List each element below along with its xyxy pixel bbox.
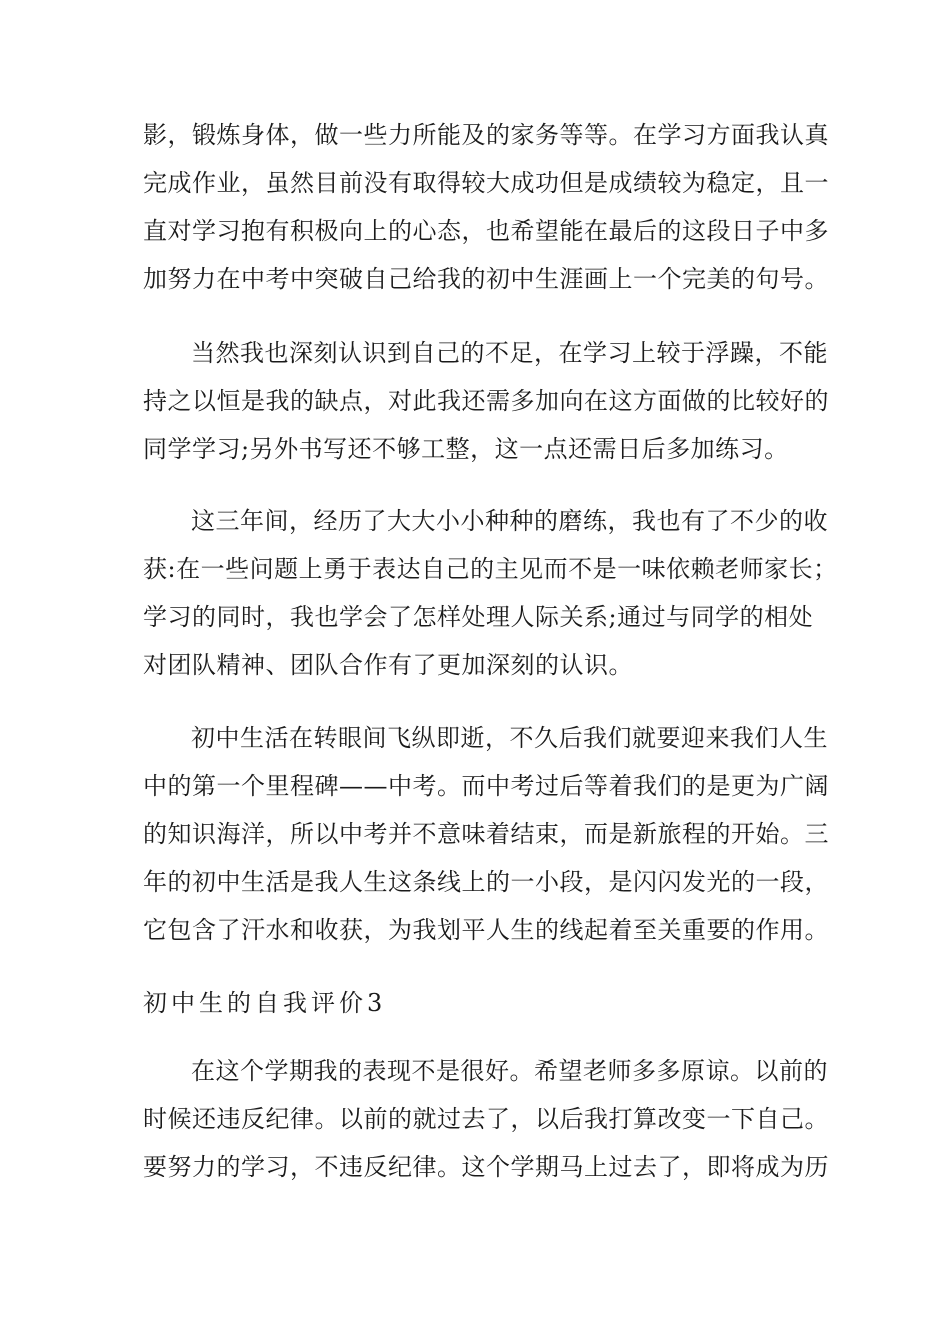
paragraph-line: 时候还违反纪律。以前的就过去了，以后我打算改变一下自己。 (143, 1105, 829, 1133)
paragraph-line: 当然我也深刻认识到自己的不足，在学习上较于浮躁，不能 (191, 339, 828, 367)
paragraph-line: 中的第一个里程碑——中考。而中考过后等着我们的是更为广阔 (143, 772, 829, 800)
paragraph-line: 加努力在中考中突破自己给我的初中生涯画上一个完美的句号。 (143, 265, 829, 293)
paragraph-line: 这三年间，经历了大大小小种种的磨练，我也有了不少的收 (191, 507, 828, 535)
paragraph-line: 年的初中生活是我人生这条线上的一小段，是闪闪发光的一段， (143, 868, 829, 896)
paragraph-line: 对团队精神、团队合作有了更加深刻的认识。 (143, 651, 633, 679)
paragraph-line: 持之以恒是我的缺点，对此我还需多加向在这方面做的比较好的 (143, 387, 829, 415)
paragraph-line: 获:在一些问题上勇于表达自己的主见而不是一味依赖老师家长； (143, 555, 838, 583)
paragraph-2 (143, 329, 829, 473)
paragraph-line: 要努力的学习，不违反纪律。这个学期马上过去了，即将成为历 (143, 1153, 829, 1181)
section-heading: 初中生的自我评价3 (143, 989, 387, 1017)
paragraph-line: 初中生活在转眼间飞纵即逝，不久后我们就要迎来我们人生 (191, 724, 828, 752)
paragraph-1 (143, 111, 829, 303)
paragraph-line: 在这个学期我的表现不是很好。希望老师多多原谅。以前的 (191, 1057, 828, 1085)
paragraph-line: 完成作业，虽然目前没有取得较大成功但是成绩较为稳定，且一 (143, 169, 829, 197)
paragraph-line: 直对学习抱有积极向上的心态，也希望能在最后的这段日子中多 (143, 217, 829, 245)
paragraph-line: 的知识海洋，所以中考并不意味着结束，而是新旅程的开始。三 (143, 820, 829, 848)
paragraph-line: 影，锻炼身体，做一些力所能及的家务等等。在学习方面我认真 (143, 121, 829, 149)
paragraph-line: 学习的同时，我也学会了怎样处理人际关系;通过与同学的相处 (143, 603, 814, 631)
paragraph-line: 它包含了汗水和收获，为我划平人生的线起着至关重要的作用。 (143, 916, 829, 944)
paragraph-4 (143, 714, 829, 954)
paragraph-5 (143, 1047, 829, 1191)
paragraph-3 (143, 497, 838, 689)
paragraph-line: 同学学习;另外书写还不够工整，这一点还需日后多加练习。 (143, 435, 789, 463)
